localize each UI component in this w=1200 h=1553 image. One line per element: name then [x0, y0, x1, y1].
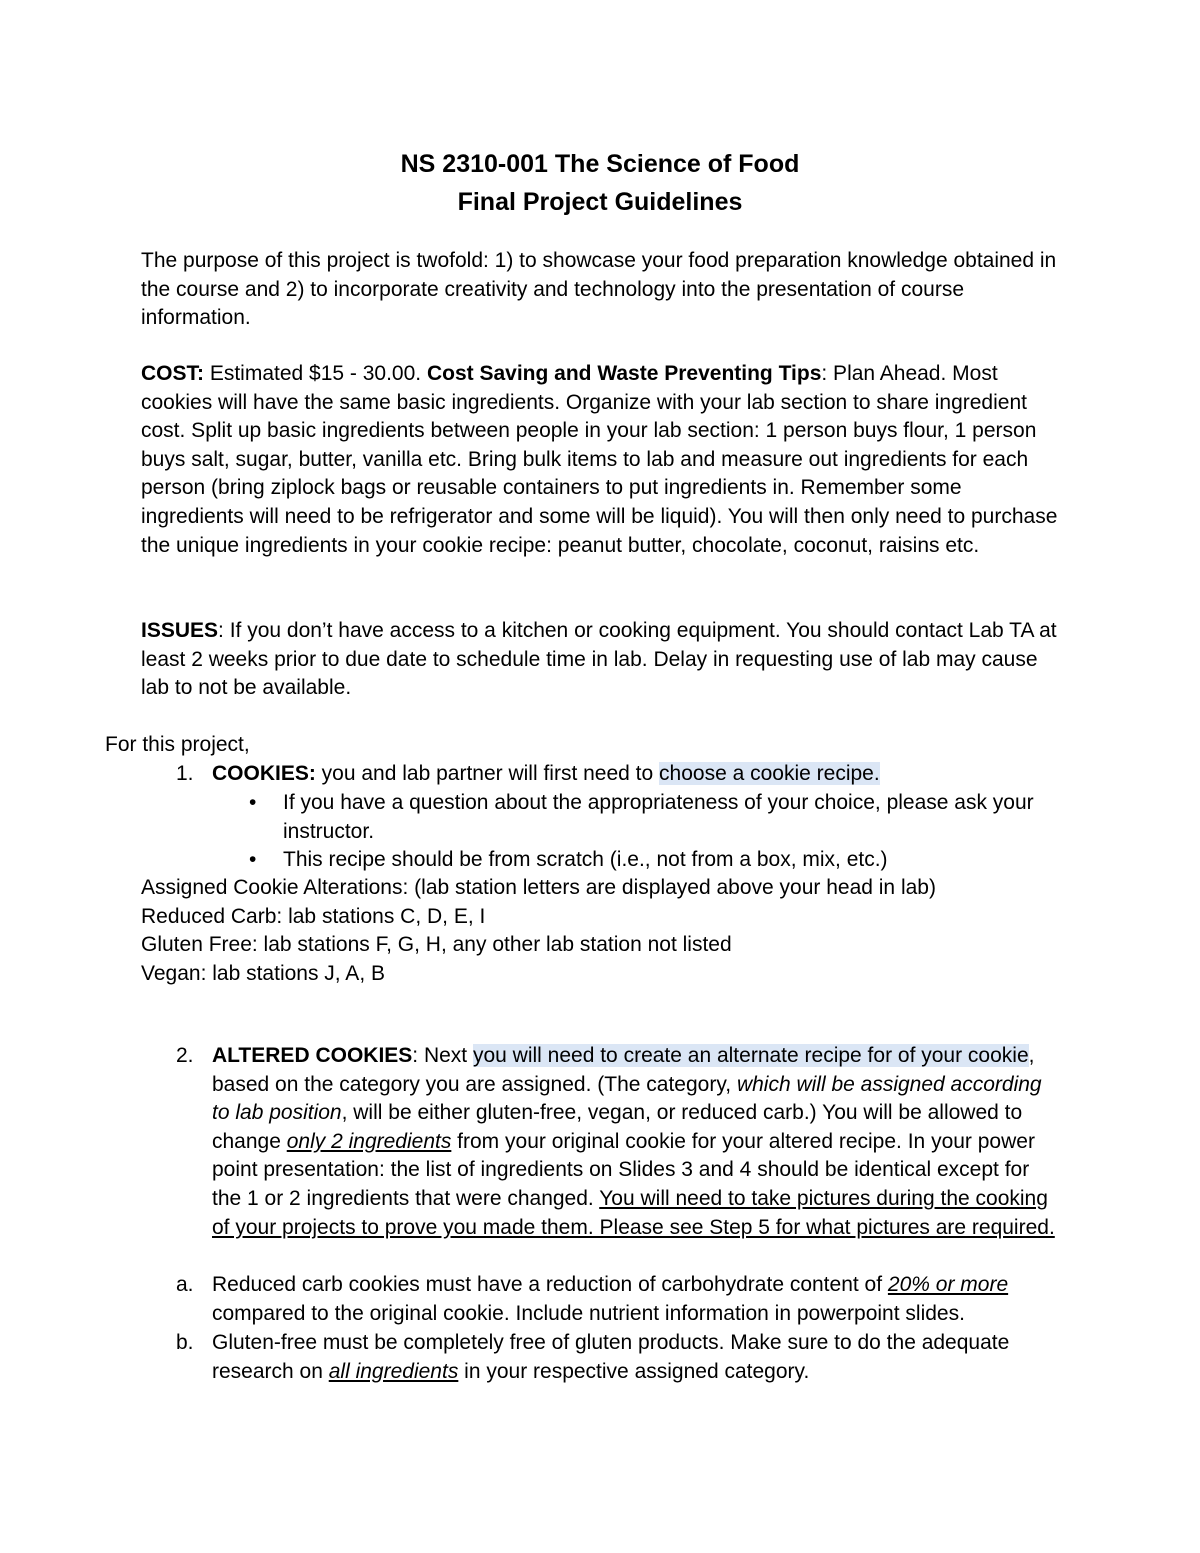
cost-estimate: Estimated $15 - 30.00. [204, 362, 427, 385]
alterations-block [141, 874, 1061, 988]
item-marker: b. [176, 1331, 194, 1354]
intro-paragraph [141, 247, 1061, 333]
bullet-icon: • [249, 848, 257, 871]
item-number: 2. [176, 1044, 194, 1067]
alteration-vegan: Vegan: lab stations J, A, B [141, 961, 385, 985]
altered-highlight: you will need to create an alternate recipe for of your cookie [472, 1044, 1029, 1067]
title-block [0, 145, 1200, 221]
cost-label: COST: [141, 362, 204, 385]
sub-a-text-2: compared to the original cookie. Include nutrient information in powerpoint slides. [212, 1301, 965, 1325]
cookies-label: COOKIES: [212, 762, 316, 785]
cost-text: : Plan Ahead. Most cookies will have the same basic ingredients. Organize with your lab section to share ingredient cost. Split up basic ingredients between people in your lab section: 1 person buys flour, 1 person buys salt, sugar, butter, vanilla etc. Bring bulk items to lab and measure out ingredients for each person (bring ziplock bags or reusable containers to put ingredients in. Remember some ingredients will need to be refrigerator and some will be liquid). You will then only need to purchase the unique ingredients in your cookie recipe: peanut butter, chocolate, coconut, raisins etc. [141, 362, 1058, 557]
cookies-highlight: choose a cookie recipe. [659, 762, 880, 785]
altered-text-3: , will be either gluten-free, vegan, or reduced carb.) You will be allowed to change [212, 1101, 1023, 1153]
altered-underline: You will need to take pictures during the cooking of your projects to prove you made them. Please see Step 5 for what pictures are required. [212, 1186, 1055, 1239]
issues-paragraph [141, 617, 1061, 703]
alteration-gluten-free: Gluten Free: lab stations F, G, H, any other lab station not listed [141, 933, 732, 957]
sub-b-text-1: Gluten-free must be completely free of gluten products. Make sure to do the adequate research on [212, 1331, 1010, 1383]
cost-tips-label: Cost Saving and Waste Preventing Tips [426, 362, 822, 385]
altered-text-2: , based on the category you are assigned. (The category, [212, 1044, 1035, 1096]
alteration-reduced-carb: Reduced Carb: lab stations C, D, E, I [141, 904, 486, 928]
altered-underline-italic: only 2 ingredients [286, 1129, 452, 1153]
item-marker: a. [176, 1273, 194, 1296]
bullet-icon: • [249, 791, 257, 814]
course-title: NS 2310-001 The Science of Food [400, 150, 800, 178]
item-body [212, 1271, 1064, 1328]
altered-italic: which will be assigned according to lab position [212, 1072, 1042, 1125]
item-number: 1. [176, 762, 194, 785]
altered-text-1: : Next [412, 1044, 473, 1067]
project-intro: For this project, [105, 733, 250, 756]
bullet-text: If you have a question about the appropriateness of your choice, please ask your instructor. [283, 791, 1034, 843]
issues-text: : If you don’t have access to a kitchen or cooking equipment. You should contact Lab TA at least 2 weeks prior to due date to schedule time in lab. Delay in requesting use of lab may cause lab to not be available. [141, 619, 1057, 700]
cookies-text: you and lab partner will first need to [315, 762, 660, 785]
cost-paragraph [141, 360, 1061, 560]
intro-text: The purpose of this project is twofold: 1) to showcase your food preparation knowledge obtained in the course and 2) to incorporate creativity and technology into the presentation of course information. [141, 249, 1057, 330]
document-title: Final Project Guidelines [457, 188, 743, 216]
sub-b-underline-italic: all ingredients [328, 1359, 459, 1383]
alterations-heading: Assigned Cookie Alterations: (lab station letters are displayed above your head in lab) [141, 876, 936, 899]
item-body [212, 1042, 1064, 1242]
altered-label: ALTERED COOKIES [212, 1044, 413, 1067]
issues-label: ISSUES [141, 619, 219, 642]
altered-text-4: from your original cookie for your altered recipe. In your power point presentation: the list of ingredients on Slides 3 and 4 should be identical except for the 1 or 2 ingredients that were changed. [212, 1129, 1035, 1210]
sub-a-underline-italic: 20% or more [887, 1273, 1009, 1296]
item-body [212, 760, 1064, 789]
sub-b-text-2: in your respective assigned category. [458, 1359, 810, 1383]
sub-a-text-1: Reduced carb cookies must have a reduction of carbohydrate content of [212, 1273, 888, 1296]
bullet-text: This recipe should be from scratch (i.e., not from a box, mix, etc.) [283, 848, 888, 871]
item-body [212, 1329, 1064, 1386]
